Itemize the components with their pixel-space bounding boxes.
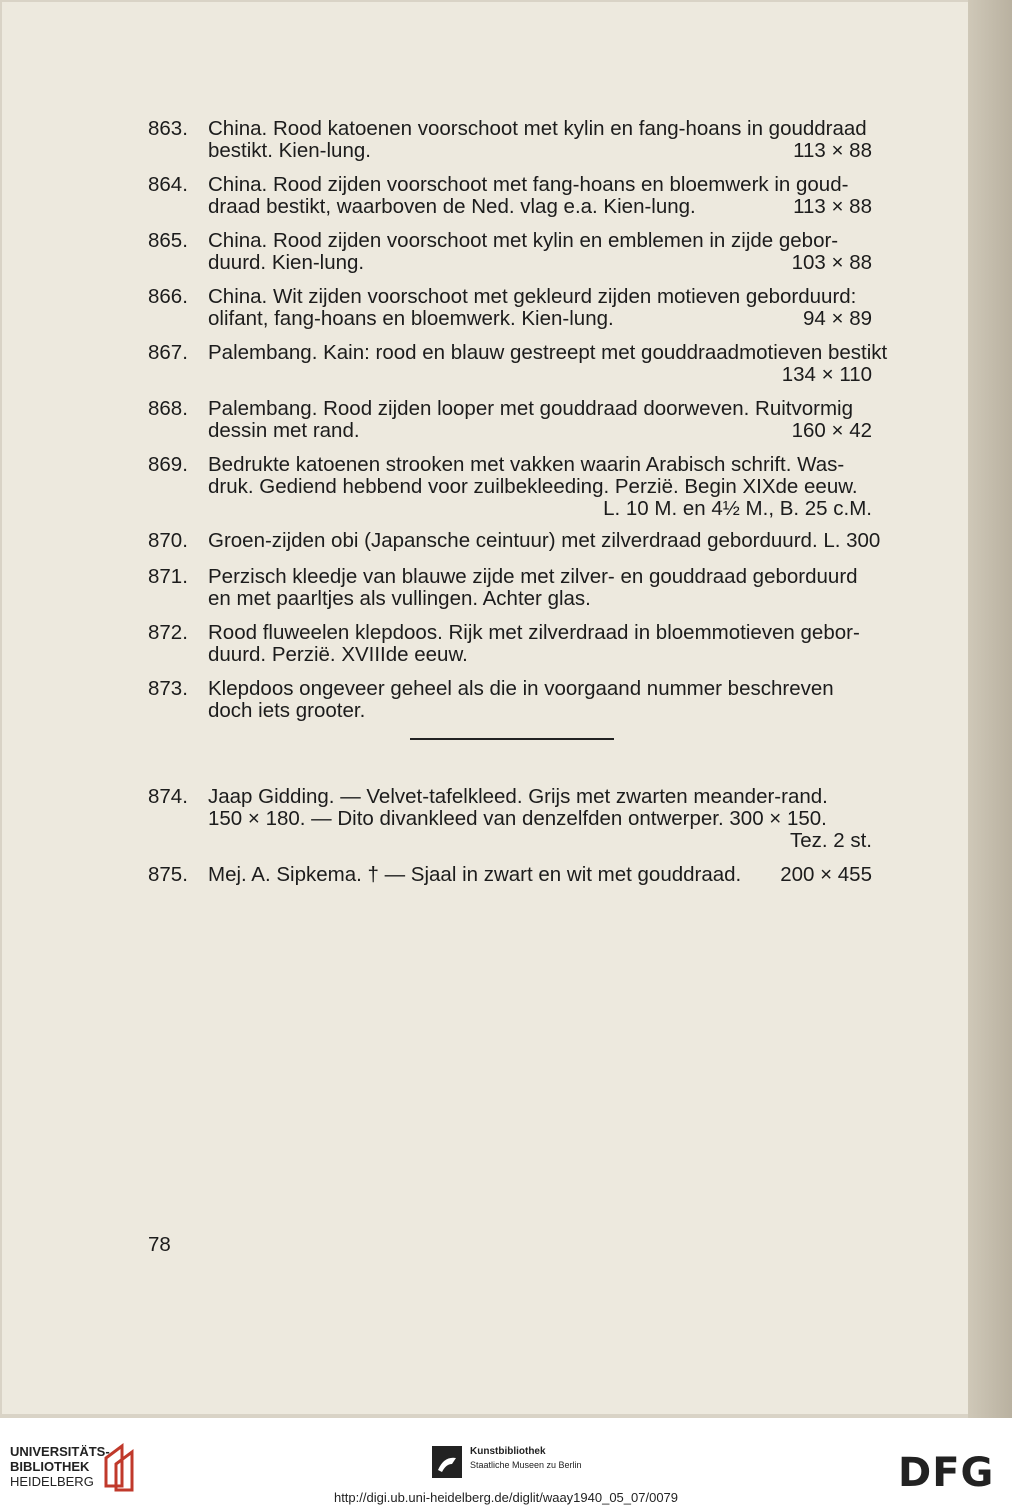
page-gutter <box>968 0 1012 1418</box>
entry-line: Palembang. Kain: rood en blauw gestreept met gouddraadmotieven bestikt <box>208 341 888 364</box>
entry-line: duurd. Perzië. XVIIIde eeuw. <box>208 643 468 666</box>
library-line: BIBLIOTHEK <box>10 1459 90 1474</box>
entry-line: druk. Gediend hebbend voor zuilbekleeding. Perzië. Begin XIXde eeuw. <box>208 475 858 498</box>
entry-line: China. Rood zijden voorschoot met fang-hoans en bloemwerk in goud- <box>208 173 849 196</box>
entry-dimensions: 94 × 89 <box>803 307 872 330</box>
kb-subtitle: Staatliche Museen zu Berlin <box>470 1460 582 1470</box>
entry-number: 869. <box>148 453 188 476</box>
entry-line: draad bestikt, waarboven de Ned. vlag e.a. Kien-lung. <box>208 195 696 218</box>
entry-line: Perzisch kleedje van blauwe zijde met zilver- en gouddraad geborduurd <box>208 565 858 588</box>
entry-line: 150 × 180. — Dito divankleed van denzelfden ontwerper. 300 × 150. <box>208 807 827 830</box>
entry-number: 872. <box>148 621 188 644</box>
kunstbibliothek-logo[interactable] <box>432 1446 582 1478</box>
entry-dimensions: 113 × 88 <box>793 139 872 162</box>
university-library-logo-text[interactable] <box>10 1444 110 1489</box>
entry-number: 866. <box>148 285 188 308</box>
page-number: 78 <box>148 1233 171 1256</box>
entry-dimensions: 200 × 455 <box>780 863 872 886</box>
entry-number: 871. <box>148 565 188 588</box>
entry-line: China. Wit zijden voorschoot met gekleurd zijden motieven geborduurd: <box>208 285 857 308</box>
entry-dimensions: 113 × 88 <box>793 195 872 218</box>
entry-dimensions: 134 × 110 <box>781 363 872 386</box>
entry-line: Groen-zijden obi (Japansche ceintuur) met zilverdraad geborduurd. L. 300 <box>208 529 881 552</box>
entry-dimensions: 160 × 42 <box>791 419 872 442</box>
entry-line: Klepdoos ongeveer geheel als die in voorgaand nummer beschreven <box>208 677 834 700</box>
entry-line: en met paarltjes als vullingen. Achter glas. <box>208 587 591 610</box>
entry-line: Jaap Gidding. — Velvet-tafelkleed. Grijs met zwarten meander-rand. <box>208 785 828 808</box>
entry-line: China. Rood katoenen voorschoot met kylin en fang-hoans in gouddraad <box>208 117 867 140</box>
entry-dimensions: 103 × 88 <box>791 251 872 274</box>
entry-number: 867. <box>148 341 188 364</box>
entry-number: 874. <box>148 785 188 808</box>
entry-line: dessin met rand. <box>208 419 360 442</box>
library-emblem-icon <box>102 1440 142 1492</box>
entry-line: Mej. A. Sipkema. † — Sjaal in zwart en wit met gouddraad. <box>208 863 742 886</box>
entry-number: 875. <box>148 863 188 886</box>
entry-dimensions: L. 10 M. en 4½ M., B. 25 c.M. <box>603 497 872 520</box>
kunstbibliothek-icon <box>432 1446 462 1478</box>
entry-number: 864. <box>148 173 188 196</box>
entry-number: 870. <box>148 529 188 552</box>
kb-title: Kunstbibliothek <box>470 1446 546 1457</box>
entry-line: China. Rood zijden voorschoot met kylin en emblemen in zijde gebor- <box>208 229 839 252</box>
section-divider <box>410 738 614 740</box>
library-line: HEIDELBERG <box>10 1474 94 1489</box>
entry-line: Palembang. Rood zijden looper met gouddraad doorweven. Ruitvormig <box>208 397 853 420</box>
entry-number: 873. <box>148 677 188 700</box>
permalink-url[interactable]: http://digi.ub.uni-heidelberg.de/diglit/waay1940_05_07/0079 <box>333 1490 679 1505</box>
entry-number: 863. <box>148 117 188 140</box>
entry-line: Bedrukte katoenen strooken met vakken waarin Arabisch schrift. Was- <box>208 453 845 476</box>
entry-line: bestikt. Kien-lung. <box>208 139 371 162</box>
entry-number: 868. <box>148 397 188 420</box>
entry-line: duurd. Kien-lung. <box>208 251 365 274</box>
entry-line: olifant, fang-hoans en bloemwerk. Kien-lung. <box>208 307 614 330</box>
entry-number: 865. <box>148 229 188 252</box>
entry-line: Rood fluweelen klepdoos. Rijk met zilverdraad in bloemmotieven gebor- <box>208 621 860 644</box>
library-line: UNIVERSITÄTS- <box>10 1444 110 1459</box>
entry-dimensions: Tez. 2 st. <box>789 829 872 852</box>
entry-line: doch iets grooter. <box>208 699 366 722</box>
dfg-logo[interactable]: DFG <box>898 1450 995 1496</box>
